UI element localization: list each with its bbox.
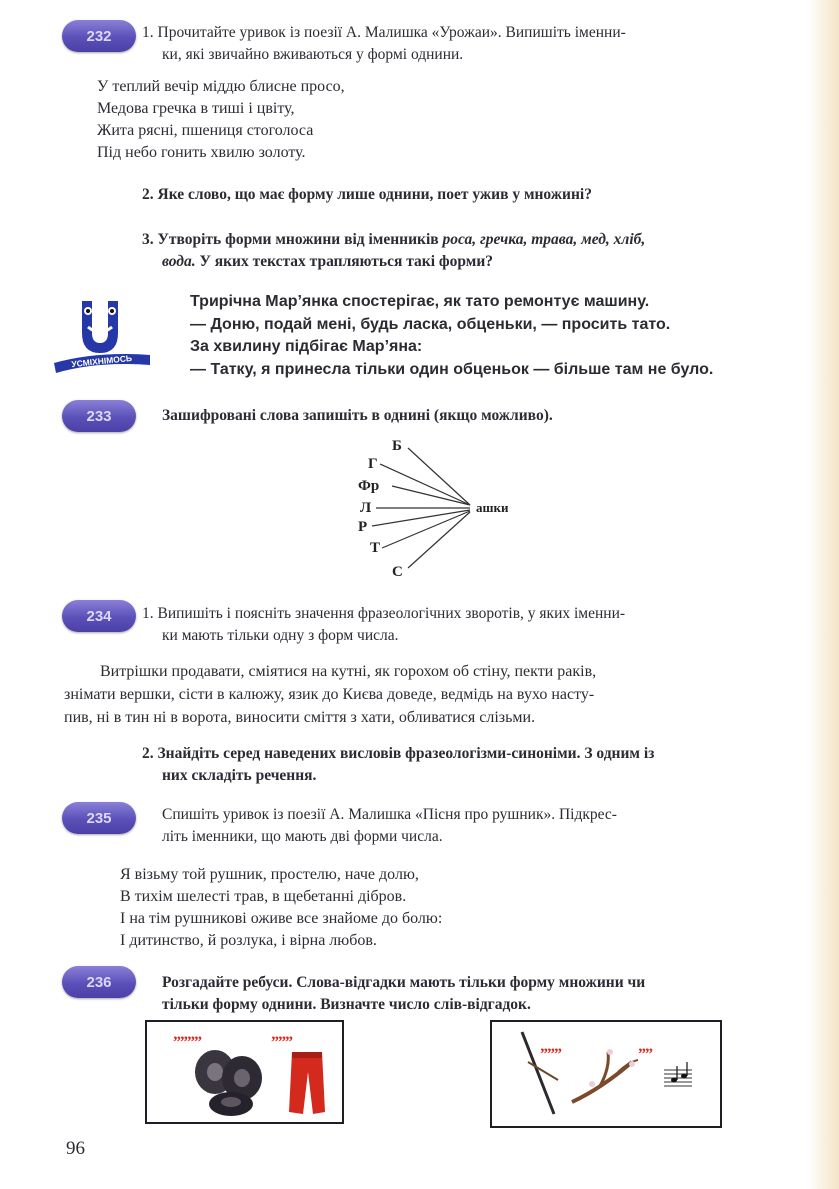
exercise-badge-235: 235 (62, 802, 136, 834)
phrases-line: пив, ні в тин ні в ворота, виносити сміття з хати, обливатися слізьми. (64, 709, 536, 726)
ex236-line2: тільки форму однини. Визначте число слів-відгадок. (162, 996, 531, 1013)
poem-line: Медова гречка в тиші і цвіту, (97, 100, 295, 117)
ex234-phrases (64, 660, 814, 729)
phrases-line: Витрішки продавати, сміятися на кутні, як горохом об стіну, пекти раків, (100, 663, 597, 680)
ex232-task1-line2: ки, які звичайно вживаються у формі однини. (162, 46, 464, 63)
cipher-letter: Б (392, 438, 402, 454)
ex234-task2 (142, 743, 807, 787)
cipher-letter: Л (360, 500, 372, 516)
cipher-letter: С (392, 564, 403, 580)
smile-logo (52, 293, 152, 373)
joke-text (190, 291, 713, 381)
cipher-letter: Т (370, 540, 381, 556)
ex236-line1: Розгадайте ребуси. Слова-відгадки мають тільки форму множини чи (162, 974, 646, 991)
rebus2-apostrophes-a: ””” (540, 1046, 561, 1063)
poem-line: Жита рясні, пшениця стоголоса (97, 122, 314, 139)
ex235-task (162, 804, 812, 848)
exercise-badge-236: 236 (62, 966, 136, 998)
ex232-task2: 2. Яке слово, що має форму лише однини, поет ужив у множині? (142, 186, 592, 203)
ex232-poem (97, 76, 345, 164)
ex234-task1-line2: ки мають тільки одну з форм числа. (162, 627, 399, 644)
ex232-task3-words: роса, гречка, трава, мед, хліб, (442, 231, 646, 248)
ex232-task3-question: У яких текстах трапляються такі форми? (195, 253, 494, 270)
phrases-line: знімати вершки, сісти в калюжу, язик до Києва доведе, ведмідь на вухо насту- (64, 686, 595, 703)
logo-label: УСМІХНІМОСЬ (70, 352, 133, 370)
tires-and-trousers-icon (187, 1042, 337, 1120)
cipher-letter: Фр (358, 478, 380, 494)
rebus1-apostrophes-b: ””” (271, 1034, 292, 1051)
poem-line: Під небо гонить хвилю золоту. (97, 144, 306, 161)
ex234-task2-line1: 2. Знайдіть серед наведених висловів фразеологізми-синоніми. З одним із (142, 745, 655, 762)
joke-line: — Доню, подай мені, будь ласка, обценьки, — просить тато. (190, 315, 671, 333)
ex233-text: Зашифровані слова запишіть в однині (якщо можливо). (162, 407, 553, 424)
letter-fan-diagram (330, 430, 550, 590)
exercise-badge-233: 233 (62, 400, 136, 432)
ex232-task3-text: 3. Утворіть форми множини від іменників (142, 231, 443, 248)
poem-line: У теплий вечір міддю блисне просо, (97, 78, 345, 95)
rebus2-apostrophes-b: ”” (638, 1046, 652, 1063)
joke-line: Трирічна Мар’янка спостерігає, як тато ремонтує машину. (190, 293, 650, 310)
stick-branch-notes-icon (492, 1022, 720, 1126)
ex236-task (162, 972, 812, 1016)
rebus-picture-2 (490, 1020, 722, 1128)
ex235-line1: Спишіть уривок із поезії А. Малишка «Пісня про рушник». Підкрес- (162, 806, 617, 823)
ex234-task1-line1: 1. Випишіть і поясніть значення фразеологічних зворотів, у яких іменни- (142, 605, 626, 622)
ex235-line2: літь іменники, що мають дві форми числа. (162, 828, 443, 845)
poem-line: Я візьму той рушник, простелю, наче долю, (120, 866, 419, 883)
ex232-task3-word-last: вода. (162, 253, 196, 270)
ex232-task1-line1: 1. Прочитайте уривок із поезії А. Малишка «Урожаи». Випишіть іменни- (142, 24, 626, 41)
cipher-letter: Г (368, 456, 378, 472)
ex234-task2-line2: них складіть речення. (162, 767, 317, 784)
joke-line: За хвилину підбігає Мар’яна: (190, 338, 423, 355)
page-spine-shadow (809, 0, 839, 1189)
poem-line: В тихім шелесті трав, в щебетанні дібров. (120, 888, 407, 905)
ex234-task1 (142, 603, 807, 647)
rebus1-apostrophes-a: ”””” (173, 1034, 201, 1051)
exercise-badge-234: 234 (62, 600, 136, 632)
ex232-task3 (142, 229, 807, 273)
cipher-letter: Р (358, 519, 368, 535)
rebus-picture-1 (145, 1020, 344, 1124)
poem-line: І дитинство, й розлука, і вірна любов. (120, 932, 377, 949)
page-number: 96 (66, 1138, 85, 1159)
exercise-badge-232: 232 (62, 20, 136, 52)
poem-line: І на тім рушникові оживе все знайоме до болю: (120, 910, 443, 927)
joke-line: — Татку, я принесла тільки один обценьок — більше там не було. (190, 360, 714, 378)
cipher-ending: ашки (476, 500, 509, 515)
ex235-poem (120, 864, 442, 952)
ex232-task1 (142, 22, 802, 66)
